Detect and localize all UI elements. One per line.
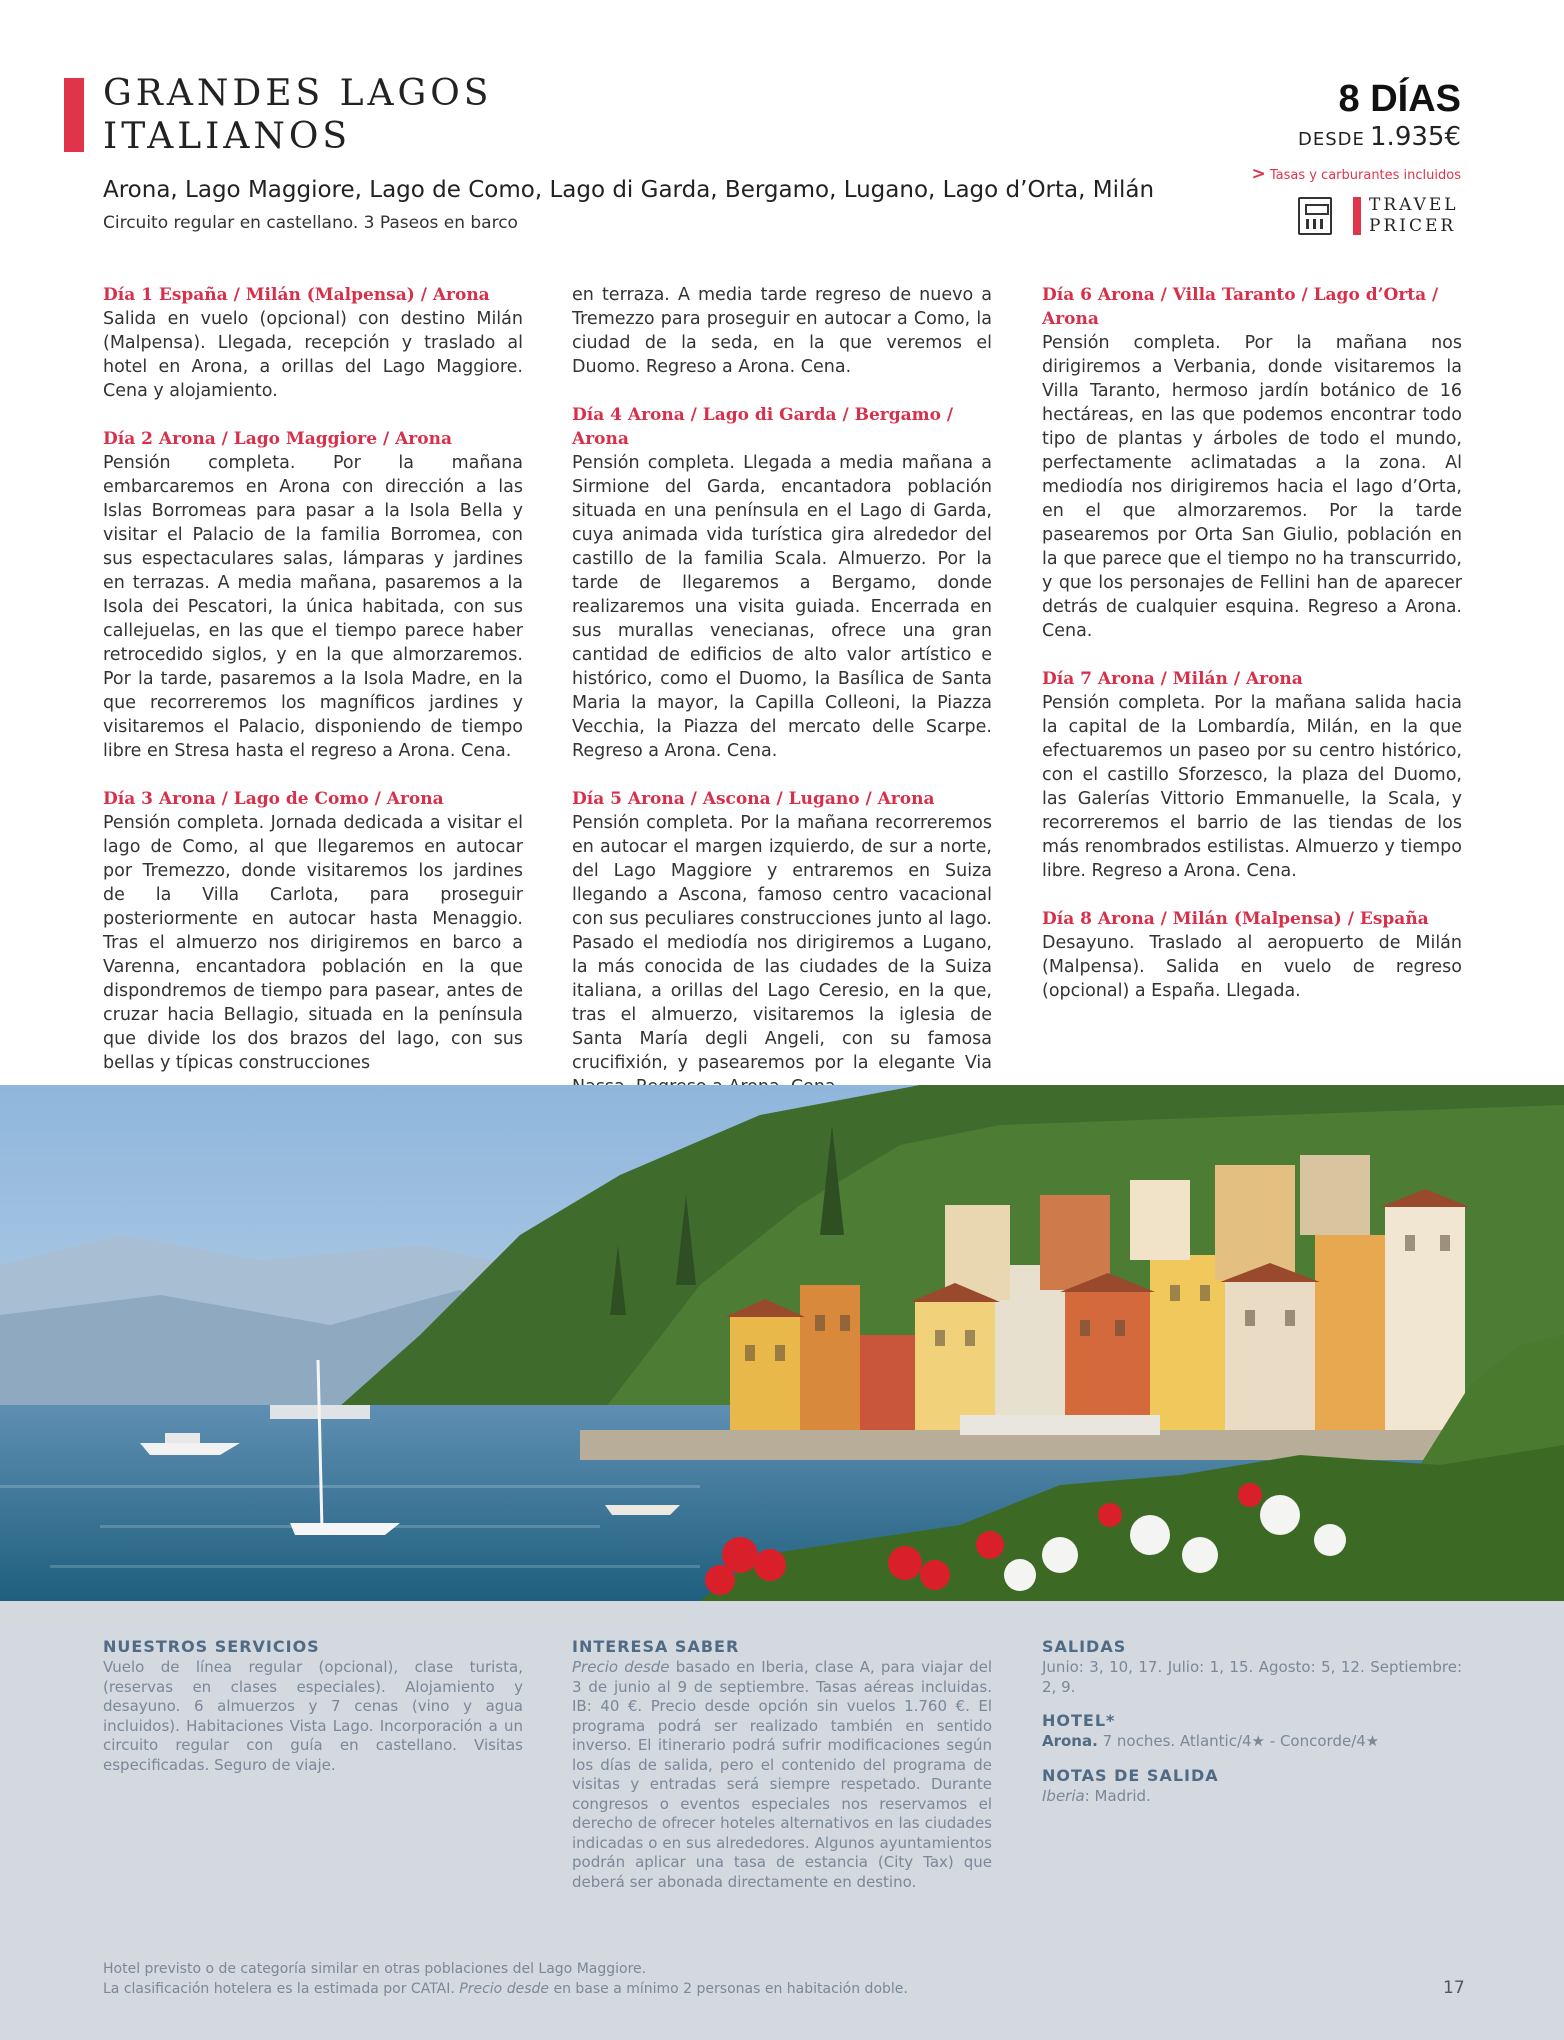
logo-line-1: TRAVEL <box>1369 195 1459 215</box>
itinerary-day-6 <box>1042 283 1462 643</box>
info-panel <box>0 1601 1564 2040</box>
footer-line-2-b: en base a mínimo 2 personas en habitación doble. <box>549 1981 908 1997</box>
notes-city: : Madrid. <box>1084 1786 1151 1805</box>
day-text: Pensión completa. Por la mañana embarcaremos en Arona con dirección a las Islas Borromeas para pasar a la Isola Bella y visitar el Palacio de la familia Borromea, con sus espectaculares salas, lámparas y jardines en terrazas. A media mañana, pasaremos a la Isola dei Pescatori, la única habitada, con sus callejuelas, en las que el tiempo parece haber retrocedido siglos, y en la que almorzaremos. Por la tarde, pasaremos a la Isola Madre, en la que recorreremos los magníficos jardines y visitaremos el Palacio, disponiendo de tiempo libre en Stresa hasta el regreso a Arona. Cena. <box>103 453 523 761</box>
day-title: Día 6 Arona / Villa Taranto / Lago d’Orta / Arona <box>1042 285 1439 329</box>
hotel-text <box>1042 1732 1462 1752</box>
title-line-2: ITALIANOS <box>103 116 352 157</box>
departures-section <box>1042 1637 1462 1820</box>
services-title: NUESTROS SERVICIOS <box>103 1637 320 1656</box>
interest-title: INTERESA SABER <box>572 1637 740 1656</box>
day-title: Día 8 Arona / Milán (Malpensa) / España <box>1042 909 1429 929</box>
day-text: Pensión completa. Por la mañana recorreremos en autocar el margen izquierdo, de sur a norte, del Lago Maggiore y entraremos en Suiza llegando a Ascona, famoso centro vacacional con sus peculiares construcciones junto al lago. Pasado el mediodía nos dirigiremos a Lugano, la más conocida de las ciudades de la Suiza italiana, a orillas del Lago Ceresio, en la que, tras el almuerzo, visitaremos la iglesia de Santa María degli Angeli, con su famosa crucifixión, y pasearemos por la elegante Via <box>572 813 992 1073</box>
day-text: Pensión completa. Por la mañana salida hacia la capital de la Lombardía, Milán, en la que efectuaremos un paseo por su centro histórico, con el castillo Sforzesco, la plaza del Duomo, las Galerías Vittorio Emmanuelle, la Scala, y recorreremos el barrio de las tiendas de los más renombrados estilistas. Almuerzo y tiempo libre. Regreso a Arona. Cena. <box>1042 693 1462 881</box>
day-title: Día 1 España / Milán (Malpensa) / Arona <box>103 285 490 305</box>
day-title: Día 3 Arona / Lago de Como / Arona <box>103 789 444 809</box>
itinerary-day-3 <box>103 787 523 1075</box>
itinerary-column-3 <box>1042 283 1462 1027</box>
itinerary-day-4 <box>572 403 992 763</box>
page-number: 17 <box>1443 1978 1465 1998</box>
logo-line-2: PRICER <box>1369 216 1457 236</box>
price-label: DESDE <box>1298 129 1365 150</box>
chevron-right-icon: > <box>1251 164 1266 184</box>
day-title: Día 4 Arona / Lago di Garda / Bergamo / Arona <box>572 405 954 449</box>
lake-village-photo <box>0 1085 1564 1601</box>
title-accent-bar <box>64 78 84 152</box>
travel-pricer-accent <box>1353 197 1361 235</box>
day-text: Pensión completa. Por la mañana nos dirigiremos a Verbania, donde visitaremos la Villa Taranto, hermoso jardín botánico de 16 hectáreas, en las que podemos encontrar todo tipo de plantas y árboles de todo el mundo, perfectamente aclimatadas a la zona. Al mediodía nos dirigiremos hacia el lago d’Orta, en el que almorzaremos. Por la tarde pasearemos por Orta San Giulio, población en la que parece que el tiempo no ha transcurrido, y que los personajes de Fellini han de aparecer detrás de cualquier esquina. Regreso a Arona. Cena. <box>1042 333 1462 641</box>
departures-text: Junio: 3, 10, 17. Julio: 1, 15. Agosto: 5, 12. Septiembre: 2, 9. <box>1042 1658 1462 1696</box>
hotel-details: 7 noches. Atlantic/4★ - Concorde/4★ <box>1102 1732 1380 1750</box>
itinerary-day-7 <box>1042 667 1462 883</box>
day-text: en terraza. A media tarde regreso de nuevo a Tremezzo para proseguir en autocar a Como, la ciudad de la seda, en la que veremos el Duomo. Regreso a Arona. Cena. <box>572 285 992 377</box>
footer-line-2-a: La clasificación hotelera es la estimada por CATAI. <box>103 1981 460 1997</box>
footer-line-2 <box>103 1979 908 1999</box>
day-text: Pensión completa. Llegada a media mañana a Sirmione del Garda, encantadora población situada en una península en el Lago di Garda, cuya animada vida turística gira alrededor del castillo de la familia Scala. Almuerzo. Por la tarde de llegaremos a Bergamo, donde realizaremos una visita guiada. Encerrada en sus murallas venecianas, ofrece una gran cantidad de edificios de alto valor artístico e histórico, como el Duomo, la Basílica de Santa Maria la mayor, la Capilla Colleoni, la Piazza Vecchia, la Piazza del mercato delle Scarpe. Regreso a Arona. Cena. <box>572 453 992 761</box>
itinerary-column-1 <box>103 283 523 1099</box>
page-title <box>103 72 492 158</box>
departure-notes-title: NOTAS DE SALIDA <box>1042 1765 1219 1785</box>
price-value: 1.935€ <box>1370 122 1461 152</box>
departures-title: SALIDAS <box>1042 1637 1127 1656</box>
services-section <box>103 1637 523 1789</box>
footer-notes <box>103 1959 908 1999</box>
travel-pricer-logo[interactable] <box>1369 195 1459 237</box>
itinerary-day-5 <box>572 787 992 1099</box>
itinerary-day-3-continued <box>572 283 992 379</box>
interest-text <box>572 1658 992 1892</box>
hotel-title: HOTEL* <box>1042 1711 1116 1730</box>
route-subtitle: Arona, Lago Maggiore, Lago de Como, Lago di Garda, Bergamo, Lugano, Lago d’Orta, Milán <box>103 177 1155 203</box>
tour-note: Circuito regular en castellano. 3 Paseos en barco <box>103 213 518 233</box>
interest-body: basado en Iberia, clase A, para viajar del 3 de junio al 9 de septiembre. Tasas aéreas incluidas. IB: 40 €. Precio desde opción sin vuelos 1.760 €. El programa podrá ser realizado también en sentido inverso. El itinerario podrá sufrir modificaciones según los días de salida, pero el contenido del programa de visitas y entradas será siempre respetado. Durante congresos o eventos especiales nos reservamos el derecho de ofrecer hoteles alternativos en las ciudades indicadas o en sus alrededores. Algunos ayuntamientos podrán aplicar una tasa de estancia (City Tax) que deberá ser abonada directamente en destino. <box>572 1658 992 1891</box>
services-text: Vuelo de línea regular (opcional), clase turista, (reservas en clases especiales). Alojamiento y desayuno. 6 almuerzos y 7 cenas (vino y agua incluidos). Habitaciones Vista Lago. Incorporación a un circuito regular con guía en castellano. Visitas especificadas. Seguro de viaje. <box>103 1658 523 1774</box>
price-line <box>1298 122 1461 152</box>
calculator-icon <box>1298 197 1332 235</box>
day-title: Día 2 Arona / Lago Maggiore / Arona <box>103 429 452 449</box>
footer-line-1: Hotel previsto o de categoría similar en otras poblaciones del Lago Maggiore. <box>103 1961 647 1977</box>
day-title: Día 5 Arona / Ascona / Lugano / Arona <box>572 789 935 809</box>
taxes-label: Tasas y carburantes incluidos <box>1269 168 1461 183</box>
itinerary-day-1 <box>103 283 523 403</box>
itinerary-day-2 <box>103 427 523 763</box>
day-text: Desayuno. Traslado al aeropuerto de Milán (Malpensa). Salida en vuelo de regreso (opcional) a España. Llegada. <box>1042 933 1462 1001</box>
taxes-included-link[interactable] <box>1251 164 1461 184</box>
departure-notes-text <box>1042 1787 1462 1807</box>
day-text: Pensión completa. Jornada dedicada a visitar el lago de Como, al que llegaremos en autocar por Tremezzo, donde visitaremos los jardines de la Villa Carlota, para proseguir posteriormente en autocar hasta Menaggio. Tras el almuerzo nos dirigiremos en barco a Varenna, encantadora población en la que dispondremos de tiempo para pasear, antes de cruzar hacia Bellagio, situada en la península que divide los dos brazos del lago, con sus bellas y típicas construcciones <box>103 813 523 1073</box>
duration-days: 8 DÍAS <box>1338 78 1461 120</box>
day-title: Día 7 Arona / Milán / Arona <box>1042 669 1303 689</box>
itinerary-day-8 <box>1042 907 1462 1003</box>
day-text: Salida en vuelo (opcional) con destino Milán (Malpensa). Llegada, recepción y traslado al hotel en Arona, a orillas del Lago Maggiore. Cena y alojamiento. <box>103 309 523 401</box>
footer-line-2-em: Precio desde <box>459 1981 549 1997</box>
notes-airline: Iberia <box>1042 1786 1085 1805</box>
hotel-city: Arona. <box>1042 1732 1098 1750</box>
interest-emphasis: Precio desde <box>572 1658 670 1676</box>
itinerary-column-2 <box>572 283 992 1123</box>
interest-section <box>572 1637 992 1906</box>
title-line-1: GRANDES LAGOS <box>103 73 493 114</box>
